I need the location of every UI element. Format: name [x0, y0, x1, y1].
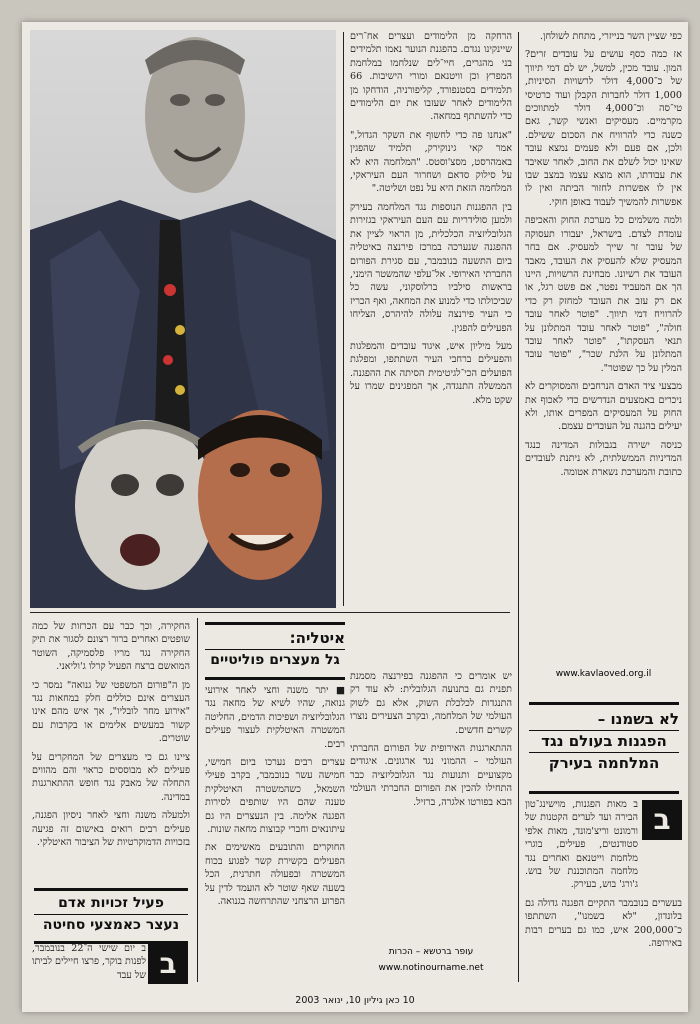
paragraph: ציינו גם כי מעצרים של המחקרים על פעילים לא מבוססים כראוי והם מהווים התחלה של מאבק נגד חופש ההתארגנות במדינה.: [32, 751, 190, 803]
headline-line: הפגנות בעולם נגד: [529, 730, 679, 752]
protest-masks-image: [30, 30, 336, 608]
article-italy: [205, 684, 345, 982]
paragraph: ולמה משלמים כל מערכת החוק והאכיפה עומדת לצדם. בישראל, יעבורו תעסוקה של עובר זר שייך למעסיק. אם בחר המעסיק שלא להעסיק את העובד, מאבד העובד את רשיונו. מבחינת הרשויות, היינו הך אם המעביד נפטר, אם פשט רגל, או אם רק עזב את העובד למחזק רק כדי להרוויח דמי תיווך. "פוטר לאחר עובד חולה", "פוטר לאחר עובד המתלונן על תנאי העסקתו", "פוטר לאחר עובד המתלונן על הלנת שכר", "פוטר עובד המלין על כך שפוטר".: [525, 215, 682, 374]
drop-cap: ב: [148, 944, 188, 984]
paragraph: הרחקה מן הלימודים ועצרים אח־רים שיינקינו נגדם. בהפגנת הנוער נאמו תלמידים בני מהגרים, חיי־לים שנלחמו במלחמת המפרץ וכן וויטנאם ומורי הישיבות. 66 תלמידים בסטנפורד, קליפורניה, הודחקו מן הלימודים לאחר שעזבו את יום הלימודים כדי להשתתף במחאה.: [350, 31, 512, 123]
article-middle-top: [350, 30, 512, 670]
paragraph: ב יום שישי ה־22 בנובמבר, לפנות בוקר, פרצו חיילים לביתו של עבד: [32, 943, 146, 981]
headline-no-in-our-name: [529, 702, 679, 794]
paragraph: כניסה ישירה בגבולות המדינה כנגד המדיניות הממשלתית, לא ניתנת לעובדים כתובת והמערכת נשארת אטומה.: [525, 439, 682, 478]
paragraph: מבצעי ציד האדם הנרחבים והמסוקרים לא ניכרים באמצעים הנדרשים כדי לאכוף את החוק על המעסיקים המפרים אותו, ולא יעילים בהגנה על העובדים עצמם.: [525, 381, 682, 433]
paragraph: ההתארגנות האירופית של הפורום החברתי העולמי – ההמוני נגד ארגונים. איגודים מקצועיים ותנועות נגד הגלובליזציה כבר התחילו להכין את הפורום החברתי העולמי הבא בפורטו אלגרה, ברזיל.: [350, 743, 512, 808]
article-middle-bottom: [350, 670, 512, 940]
headline-line: איטליה:: [289, 629, 345, 647]
paragraph: ב מאות הפגנות, מוישינג־טון הבירה ועד לערים הקטנות של ורמונט וריצ'מונד, מאות אלפי סטודנטים, פעילים, בוגרי מלחמת וייטנאם ואחרים נגד מלחמה המתוכננת של בוש. ג'ורג' בוש, בעירק.: [525, 799, 638, 891]
headline-line: המלחמה בעירק: [529, 752, 679, 774]
drop-cap: ב: [642, 800, 682, 840]
paragraph: ולמעלה משנה וחצי לאחר ניסיון הפגנה, פעילים רבים רואים באישום זה פגיעה בזכויות הדמוקרטיות של הציבור האיטלקי.: [32, 810, 190, 849]
article-left-bottom: [32, 942, 190, 986]
protest-photo: [30, 30, 336, 608]
paragraph: בין ההפגנות הנוספות נגד המלחמה בעירק ולמען סולידריות עם העם העיראקי בגזירות הגלובליזציה הכלכלית, מן הראוי לציין את ההפגנה שנערכה במרכז פירנצה באיטליה ביום התשעה בנובמבר, עם סגירת הפורום החברתי האירופי. אל־עלפי שהמשטר הימני, בראשות סילביו ברלוסקוני, עשה כל שביכולתו כדי למנוע את המחאה, ואף הכריז כי העיר פירנצה עלולה להיהרס, הצליחו הפעילים להפגין.: [350, 201, 512, 334]
paragraph: יש אומרים כי ההפגנה בפירנצה מסמנת תפנית גם בתנועה הגלובלית: לא עוד רק התנגדות לכלכלת השוק, אלא גם לשוק העולמי של המלחמה, ובקרב הצעירים נוצרו קשרים חדשים.: [350, 671, 512, 736]
paragraph: עצרים רבים נערכו ביום חמישי, חמישה עשר בנובמבר, בקרב פעילי השמאל, כשהמשטרה האיטלקית טענה שהם היו שותפים לסירות הפגנה אלימה. בין הנעצרים היו גם עיתונאים וחברי קבוצות מחאה שונות.: [205, 757, 345, 836]
paragraph: כפי שציין השר בנייזרי, מתחת לשולחן.: [540, 31, 682, 42]
article-right-bottom: [525, 798, 682, 982]
paragraph: בעשרים בנובמבר התקיים הפגנה גדולה גם בלונדון, "לא בשמנו", השתתפו כ־200,000 איש, כמו גם בערים רבות באירופה.: [525, 897, 682, 950]
headline-human-rights-activist: [34, 888, 188, 944]
paragraph: מן ה"פורום המשפטי של גנואה" נמסר כי העצרים אינם כוללים חלק במחאות נגד "אירוע מחר לובליו", אך איש מהם אינו קשור במעשים אלימים או בקרבות עם שוטרים.: [32, 679, 190, 745]
article-left-top: [32, 620, 190, 882]
paragraph: ■ יתר משנה וחצי לאחר אירועי גנואה, שהיו לשיא של מחאה נגד הגלובליזציה ושפיכות הדמים, החליטה המשטרה האיטלקית לעצור פעילים רבים.: [205, 685, 345, 750]
headline-italy: [205, 622, 345, 680]
source-link[interactable]: www.notinourname.net: [378, 963, 484, 973]
headline-line: גל מעצרים פוליטיים: [205, 649, 345, 671]
paragraph: החקירה, וכך כבר עם הכרזות של כמה שופטים ואחרים ברור רצונם לסגור את תיק החקירה נגד מריו פלסמיקה, השוטר המואשם ברצח הפעיל קרלו ג'וליאני.: [32, 621, 190, 673]
source-credit: עופר ברטשא – הכרות: [388, 947, 474, 957]
page-footer: 10 כאן גיליון 10, ינואר 2003: [295, 995, 415, 1006]
paragraph: "אנחנו פה כדי לחשוף את השקר הגדול," אמר קאי גינוקירק, תלמיד שהפגין באמהרסט, מסצ'וסטס. "המלחמה היא לא על סילוק סדאם ושחרור העם העיראקי, המלחמה הזאת היא על נפט ושליטה.": [350, 129, 512, 195]
newspaper-page: [22, 22, 688, 1012]
headline-line: לא בשמנו –: [597, 710, 679, 728]
paragraph: אז כמה כסף עושים על עובדים זרים? המון. עובד מכין, למשל, יש לם דמי תיווך של כ־4,000 דולר לרשויות הסיניות, 1,000 דולר לחברות הקבלן ועוד כרטיסי טי־סה וכ־4,000 דולר למתווכים מקרמיים. מעסיקים ואנשי קשר, גאם כשנה כדי להרוויח את הסכום ששילם. ולכן, אם פעם ולא פעמים נמצא עובד שאינו יכול לשלם את החוב, לאחר שאיבד את עבודתו, הוא מוצא עצמו במצב שבו אין לו אפשרות לחזור הביתה ואין לו אפשרות להמשיך לעבוד באופן חוקי.: [525, 49, 682, 208]
source-link[interactable]: www.kavlaoved.org.il: [555, 669, 652, 679]
headline-line: פעיל זכויות אדם: [58, 895, 164, 911]
headline-line: נעצר כאמצעי סחיטה: [34, 914, 188, 936]
paragraph: מעל מיליון איש, איגוד עובדים והמפלגות והפעילים ברחבי העיר השתתפו, ומפלגת הפועלים הכי־לגיטימית הסיתה את ההפגנה. הממשלה התנגדה, אך המפגינים שמרו על שקט מלא.: [350, 340, 512, 406]
article-right-top: [525, 30, 682, 662]
paragraph: החוקרים והתובעים מאשימים את הפעילים בקשירת קשר לפגוע בכוח המשטרה ובפעולה חתרנית, הכל בשעה שאף שוטר לא הועמד לדין על הפרוע הרצחני שהתרחשה בגנואה.: [205, 842, 345, 908]
